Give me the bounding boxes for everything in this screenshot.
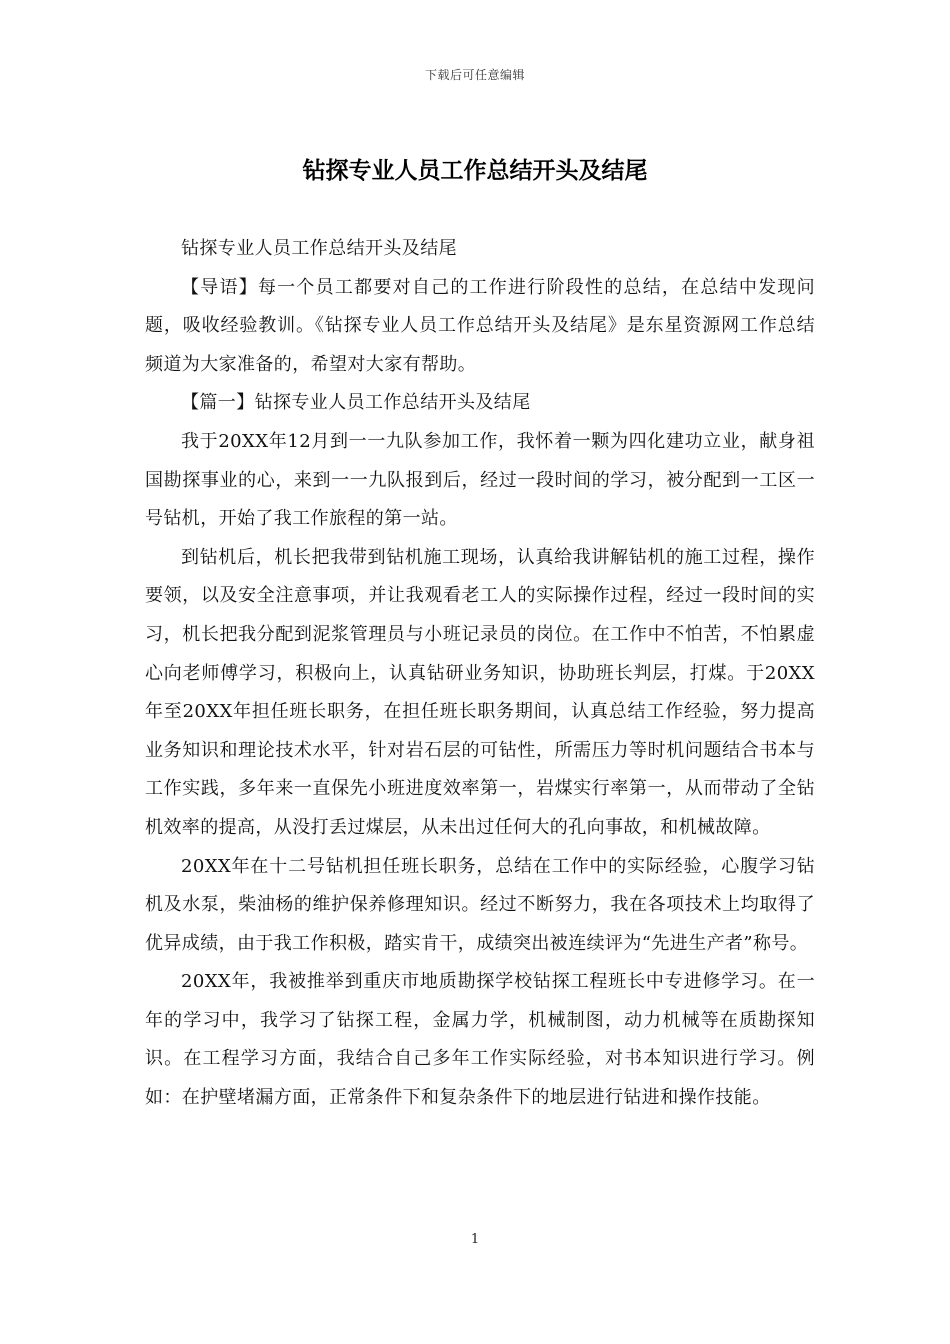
body-paragraph-section-heading: 【篇一】钻探专业人员工作总结开头及结尾	[181, 392, 531, 414]
body-paragraph-subtitle: 钻探专业人员工作总结开头及结尾	[181, 238, 457, 259]
body-paragraph: 到钻机后，机长把我带到钻机施工现场，认真给我讲解钻机的施工过程，操作要领，以及安全注意事项，并让我观看老工人的实际操作过程，经过一段时间的实习，机长把我分配到泥浆管理员与小班记录员的岗位。在工作中不怕苦，不怕累虚心向老师傅学习，积极向上，认真钻研业务知识，协助班长判层，打煤。于20XX年至20XX年担任班长职务，在担任班长职务期间，认真总结工作经验，努力提高业务知识和理论技术水平，针对岩石层的可钻性，所需压力等时机问题结合书本与工作实践，多年来一直保先小班进度效率第一，岩煤实行率第一，从而带动了全钻机效率的提高，从没打丢过煤层，从未出过任何大的孔向事故，和机械故障。	[145, 546, 815, 838]
body-paragraph: 20XX年在十二号钻机担任班长职务，总结在工作中的实际经验，心腹学习钻机及水泵，柴油杨的维护保养修理知识。经过不断努力，我在各项技术上均取得了优异成绩，由于我工作积极，踏实肯干，成绩突出被连续评为“先进生产者”称号。	[145, 855, 815, 954]
page-number: 1	[470, 1232, 480, 1247]
page-header: 下载后可任意编辑	[424, 68, 525, 82]
body-paragraph: 20XX年，我被推举到重庆市地质勘探学校钻探工程班长中专进修学习。在一年的学习中，我学习了钻探工程，金属力学，机械制图，动力机械等在质勘探知识。在工程学习方面，我结合自己多年工作实际经验，对书本知识进行学习。例如：在护壁堵漏方面，正常条件下和复杂条件下的地层进行钻进和操作技能。	[145, 971, 815, 1109]
document-title: 钻探专业人员工作总结开头及结尾	[302, 157, 648, 184]
body-paragraph-intro: 【导语】每一个员工都要对自己的工作进行阶段性的总结，在总结中发现问题，吸收经验教训。《钻探专业人员工作总结开头及结尾》是东星资源网工作总结频道为大家准备的，希望对大家有帮助。	[145, 276, 815, 375]
body-paragraph: 我于20XX年12月到一一九队参加工作，我怀着一颗为四化建功立业，献身祖国勘探事业的心，来到一一九队报到后，经过一段时间的学习，被分配到一工区一号钻机，开始了我工作旅程的第一站。	[145, 430, 815, 530]
document-body	[145, 230, 815, 1118]
